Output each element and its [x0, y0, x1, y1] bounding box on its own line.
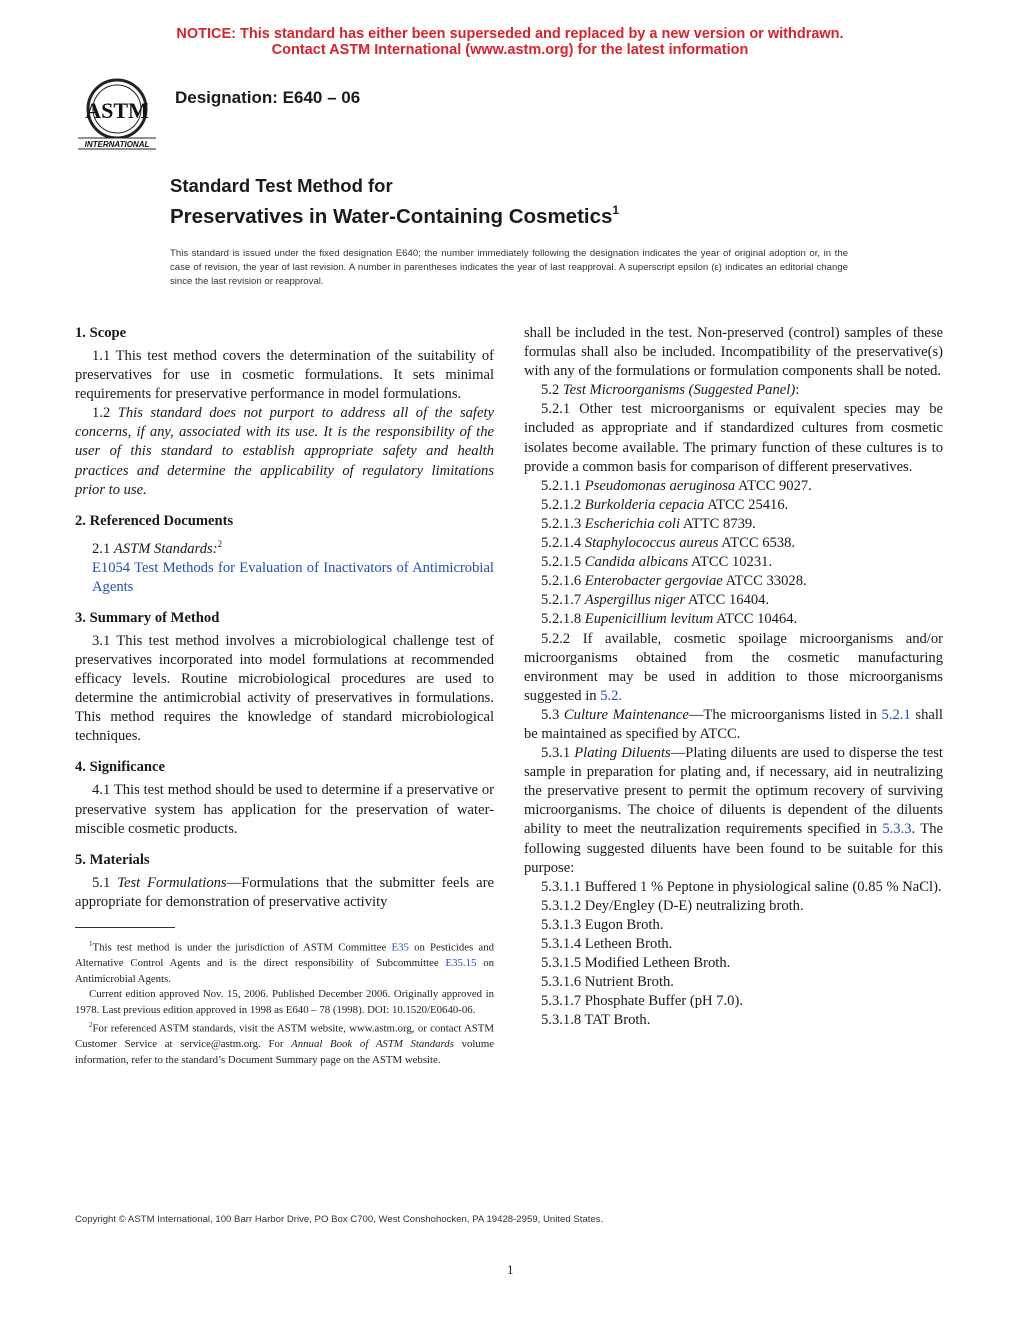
title-line-1: Standard Test Method for [170, 175, 393, 196]
section-4-heading: 4. Significance [75, 759, 165, 776]
footnote-divider [75, 927, 175, 928]
title-footnote-mark: 1 [612, 203, 620, 217]
section-5-3-3-link[interactable]: 5.3.3 [882, 821, 912, 838]
para-5-3-1: 5.3.1 Plating Diluents—Plating diluents are used to disperse the test sample in preparation for plating and, if necessary, aid in neutralizing the preservative present to permit the optimum recovery of surviving microorganisms. The choice of diluents is dependent of the diluents ability to meet the neutralization requirements specified in 5.3.3. The following suggested diluents have been found to be suitable for this purpose: [524, 745, 943, 876]
footnote-2: $^2$For referenced ASTM standards, visit the ASTM website, www.astm.org, or contact ASTM Customer Service at service@astm.org. For Annual Book of ASTM Standards volume information, refer to the standard’s Document Summary page on the ASTM website. [75, 1021, 495, 1066]
para-5-2-2: 5.2.2 If available, cosmetic spoilage microorganisms and/or microorganisms obtained from the cosmetic manufacturing environment may be used in addition to those microorganisms suggested in 5.2. [524, 630, 943, 704]
diluent-item: 5.3.1.1 Buffered 1 % Peptone in physiological saline (0.85 % NaCl). [541, 878, 942, 895]
para-5-1: 5.1 Test Formulations—Formulations that the submitter feels are appropriate for demonstration of preservative activity [75, 874, 494, 910]
committee-e35-link[interactable]: E35 [391, 941, 409, 954]
notice-line-2: Contact ASTM International (www.astm.org) for the latest information [271, 42, 749, 58]
ref-e1054-code-link[interactable]: E1054 [92, 559, 131, 576]
organism-item: 5.2.1.6 Enterobacter gergoviae ATCC 33028. [541, 573, 807, 590]
page-number: 1 [507, 1262, 514, 1277]
diluent-item: 5.3.1.3 Eugon Broth. [541, 916, 664, 933]
diluent-item: 5.3.1.6 Nutrient Broth. [541, 974, 674, 991]
ref-e1054[interactable] [75, 559, 494, 597]
supersession-notice [0, 26, 1020, 58]
notice-line-1: NOTICE: This standard has either been superseded and replaced by a new version or withdrawn. [176, 26, 844, 42]
section-3-heading: 3. Summary of Method [75, 609, 220, 626]
organism-item: 5.2.1.7 Aspergillus niger ATCC 16404. [541, 592, 770, 609]
organism-item: 5.2.1.5 Candida albicans ATCC 10231. [541, 554, 773, 571]
organism-item: 5.2.1.8 Eupenicillium levitum ATCC 10464. [541, 611, 798, 628]
para-1-1: 1.1 This test method covers the determination of the suitability of preservatives for use in cosmetic formulations. It sets minimal requirements for preservative performance in model formulations. [75, 348, 494, 403]
para-2-1: 2.1 ASTM Standards:$^2$ [92, 538, 223, 557]
para-5-2: 5.2 Test Microorganisms (Suggested Panel): [541, 382, 800, 399]
organism-list [524, 477, 943, 630]
document-title [170, 175, 619, 230]
astm-logo [74, 78, 160, 150]
diluent-item: 5.3.1.5 Modified Letheen Broth. [541, 955, 731, 972]
footnote-1: $^1$This test method is under the jurisdiction of ASTM Committee E35 on Pesticides and Alternative Control Agents and is the direct responsibility of Subcommittee E35.15 on Antimicrobial Agents. [75, 939, 495, 985]
section-5-2-1-link[interactable]: 5.2.1 [881, 706, 911, 723]
diluent-item: 5.3.1.2 Dey/Engley (D-E) neutralizing broth. [541, 897, 804, 914]
logo-subtext: INTERNATIONAL [84, 140, 150, 149]
subcommittee-e35-15-link[interactable]: E35.15 [445, 957, 477, 970]
para-1-2: 1.2 This standard does not purport to address all of the safety concerns, if any, associated with its use. It is the responsibility of the user of this standard to establish appropriate safety and health practices and determine the applicability of regulatory limitations prior to use. [75, 405, 494, 498]
title-line-2: Preservatives in Water-Containing Cosmetics$^1$ [170, 203, 620, 228]
para-3-1: 3.1 This test method involves a microbiological challenge test of preservatives incorporated into model formulations at recommended efficacy levels. Routine microbiological procedures are used to determine the antimicrobial activity of preservatives in formulations. This method requires the knowledge of standard microbiological techniques. [75, 632, 494, 745]
logo-text: ASTM [85, 98, 149, 123]
ref-e1054-title-link[interactable]: Test Methods for Evaluation of Inactivators of Antimicrobial Agents [92, 559, 494, 595]
organism-item: 5.2.1.1 Pseudomonas aeruginosa ATCC 9027. [541, 477, 812, 494]
section-2-heading: 2. Referenced Documents [75, 512, 234, 529]
organism-item: 5.2.1.4 Staphylococcus aureus ATCC 6538. [541, 535, 796, 552]
issuance-note: This standard is issued under the fixed designation E640; the number immediately following the designation indicates the year of original adoption or, in the case of revision, the year of last revision. A number in parentheses indicates the year of last reapproval. A superscript epsilon (ε) indicates an editorial change since the last revision or reapproval. [170, 248, 848, 287]
diluent-item: 5.3.1.4 Letheen Broth. [541, 936, 673, 952]
para-5-3: 5.3 Culture Maintenance—The microorganisms listed in 5.2.1 shall be maintained as specified by ATCC. [524, 706, 943, 742]
footnotes [75, 937, 494, 1068]
para-5-2-1: 5.2.1 Other test microorganisms or equivalent species may be included as appropriate and if standardized cultures from cosmetic isolates become available. The primary function of these cultures is to provide a common basis for comparison of different preservatives. [524, 401, 943, 475]
right-column [524, 324, 943, 1030]
para-4-1: 4.1 This test method should be used to determine if a preservative or preservative system has application for the preservation of water-miscible cosmetic products. [75, 782, 494, 837]
left-column [75, 324, 494, 1068]
copyright-line: Copyright © ASTM International, 100 Barr Harbor Drive, PO Box C700, West Conshohocken, PA 19428-2959, United States. [75, 1214, 604, 1225]
diluent-list [524, 878, 943, 1031]
section-1-heading: 1. Scope [75, 325, 127, 341]
section-5-2-link[interactable]: 5.2. [600, 687, 623, 704]
para-5-1-continued: shall be included in the test. Non-preserved (control) samples of these formulas shall also be included. Incompatibility of the preservative(s) with any of the formulations or formulation components shall be noted. [524, 325, 943, 380]
section-5-heading: 5. Materials [75, 851, 150, 868]
footnote-edition: Current edition approved Nov. 15, 2006. Published December 2006. Originally approved in 1978. Last previous edition approved in 1998 as E640 – 78 (1998). DOI: 10.1520/E0640-06. [75, 988, 494, 1016]
diluent-item: 5.3.1.7 Phosphate Buffer (pH 7.0). [541, 993, 743, 1010]
diluent-item: 5.3.1.8 TAT Broth. [541, 1012, 651, 1029]
organism-item: 5.2.1.2 Burkolderia cepacia ATCC 25416. [541, 496, 789, 513]
designation: Designation: E640 – 06 [175, 88, 361, 107]
organism-item: 5.2.1.3 Escherichia coli ATTC 8739. [541, 515, 756, 532]
